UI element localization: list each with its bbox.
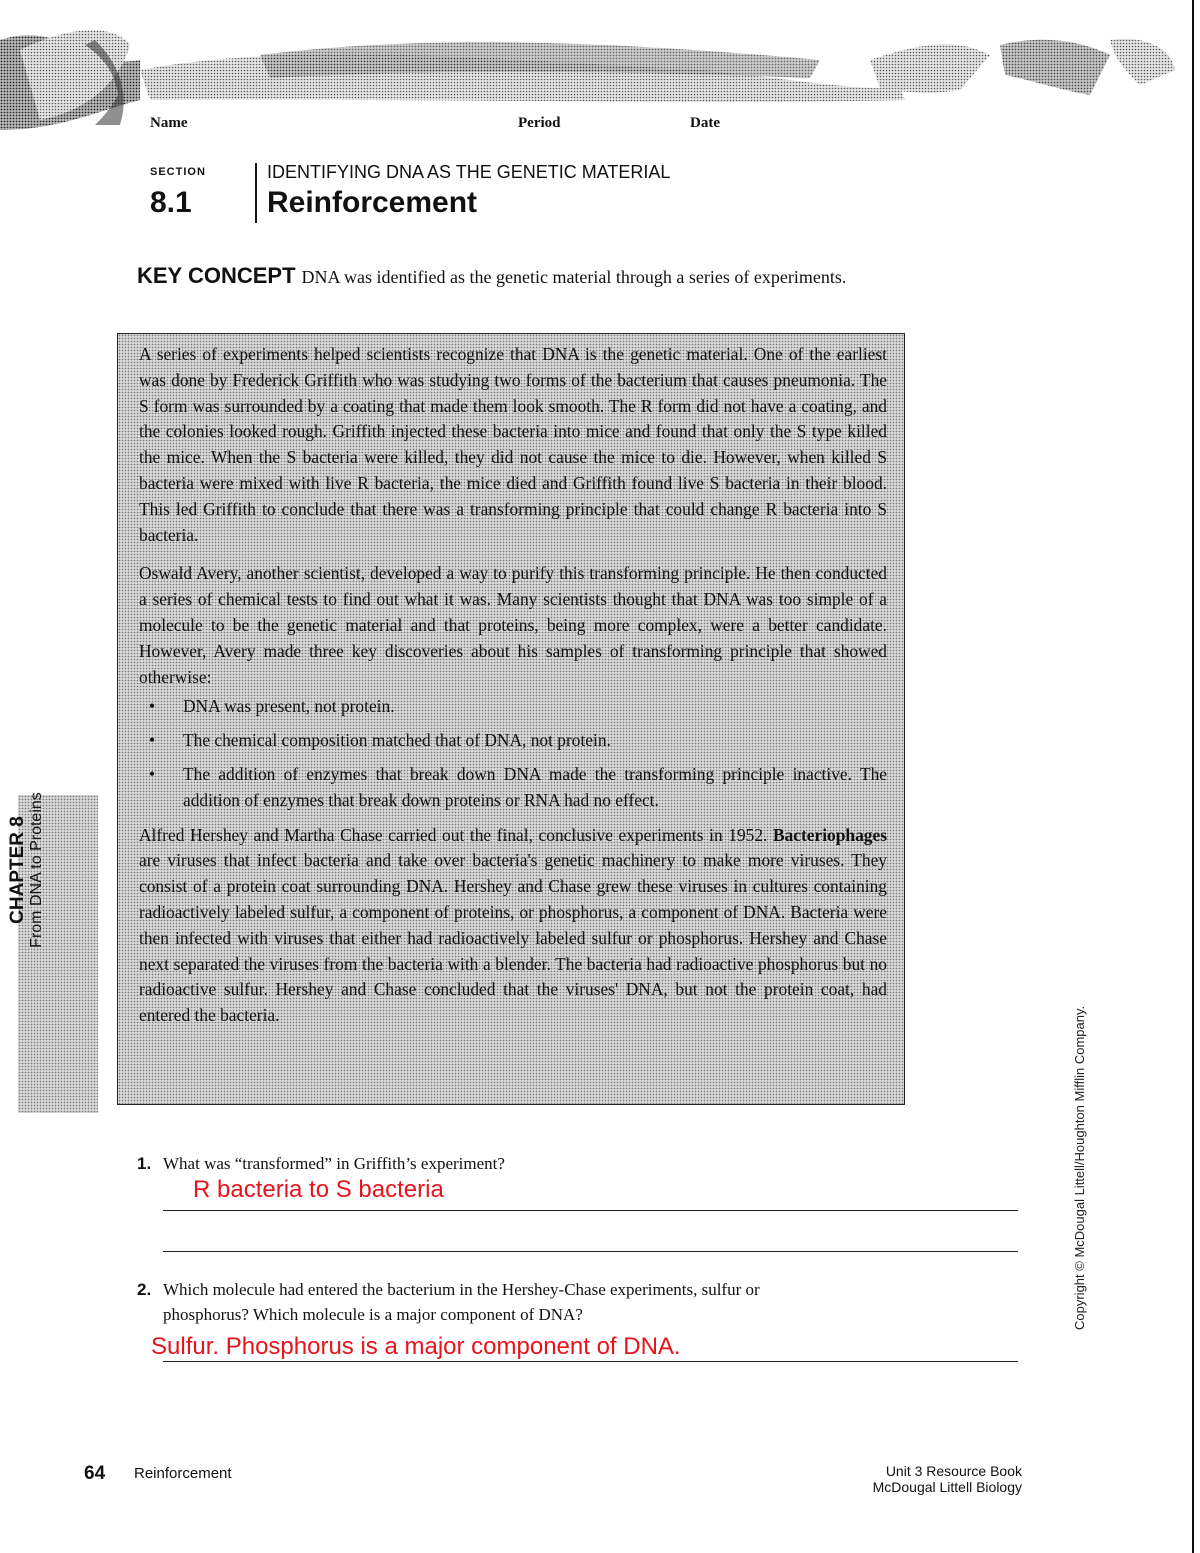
paragraph-griffith: A series of experiments helped scientists recognize that DNA is the genetic material. One of the earliest was done by Frederick Griffith who was studying two forms of the bacterium that causes pneumonia. The S form was surrounded by a coating that made them look smooth. The R form did not have a coating, and the colonies looked rough. Griffith injected these bacteria into mice and found that only the S type killed the mice. When the S bacteria were killed, they did not cause the mice to die. However, when killed S bacteria were mixed with live R bacteria, the mice died and Griffith found live S bacteria in their blood. This led Griffith to conclude that there was a transforming principle that could change R bacteria into S bacteria. (139, 344, 887, 545)
section-subtitle: IDENTIFYING DNA AS THE GENETIC MATERIAL (267, 162, 671, 182)
reading-passage-text (139, 342, 887, 1042)
footer-book-info (820, 1463, 1022, 1495)
copyright-notice: Copyright © McDougal Littell/Houghton Mifflin Company. (1072, 1005, 1087, 1330)
question-text-line-1: Which molecule had entered the bacterium in the Hershey-Chase experiments, sulfur or (163, 1280, 760, 1299)
period-label: Period (518, 115, 561, 131)
paragraph-avery: Oswald Avery, another scientist, developed a way to purify this transforming principle. He then conducted a series of chemical tests to find out what it was. Many scientists thought that DNA was too simple of a molecule to be the genetic material and that proteins, being more complex, were a better candidate. However, Avery made three key discoveries about his samples of transforming principle that showed otherwise: (139, 563, 887, 687)
paragraph-hershey-chase (139, 823, 887, 1029)
answer-line (163, 1251, 1018, 1252)
section-label: SECTION (150, 166, 206, 178)
key-concept (137, 263, 897, 290)
question-2 (137, 1277, 917, 1327)
chapter-tab-text (8, 720, 46, 1020)
question-1 (137, 1151, 917, 1176)
question-text: What was “transformed” in Griffith’s experiment? (163, 1154, 505, 1173)
list-item: • DNA was present, not protein. (139, 694, 887, 720)
footer-publisher: McDougal Littell Biology (872, 1479, 1022, 1495)
list-item: • The addition of enzymes that break down DNA made the transforming principle inactive. The addition of enzymes that break down proteins or RNA had no effect. (139, 762, 887, 814)
key-concept-label: KEY CONCEPT (137, 263, 296, 288)
footer-section-label: Reinforcement (134, 1465, 232, 1482)
hershey-chase-intro: Alfred Hershey and Martha Chase carried out the final, conclusive experiments in 1952. (139, 824, 768, 845)
question-text-line-2: phosphorus? Which molecule is a major component of DNA? (163, 1305, 583, 1324)
key-concept-text: DNA was identified as the genetic material through a series of experiments. (301, 267, 847, 287)
section-number: 8.1 (150, 186, 192, 219)
answer-1[interactable]: R bacteria to S bacteria (193, 1176, 444, 1203)
name-label: Name (150, 115, 188, 131)
question-number: 2. (137, 1280, 152, 1299)
chapter-number: CHAPTER 8 (7, 816, 28, 924)
answer-2[interactable]: Sulfur. Phosphorus is a major component of DNA. (151, 1333, 681, 1360)
term-bacteriophages: Bacteriophages (772, 824, 887, 845)
answer-line (163, 1361, 1018, 1362)
hershey-chase-body: are viruses that infect bacteria and take over bacteria's genetic machinery to make more viruses. They consist of a protein coat surrounding DNA. Hershey and Chase grew these viruses in cultures containing radioactively labeled sulfur, a component of proteins, or phosphorus, a component of DNA. Bacteria were then infected with viruses that either had radioactively labeled sulfur or phosphorus. Hershey and Chase next separated the viruses from the bacteria with a blender. The bacteria had radioactive phosphorus but no radioactive sulfur. Hershey and Chase concluded that the viruses' DNA, but not the protein coat, had entered the bacteria. (139, 850, 887, 1026)
section-divider (255, 163, 257, 223)
avery-discoveries-list (139, 694, 887, 813)
date-label: Date (690, 115, 720, 131)
list-item: • The chemical composition matched that of DNA, not protein. (139, 728, 887, 754)
question-number: 1. (137, 1154, 152, 1173)
footer-resource-book: Unit 3 Resource Book (885, 1463, 1022, 1479)
header-banner-image (0, 0, 1200, 130)
chapter-title: From DNA to Proteins (28, 792, 45, 948)
page-title: Reinforcement (267, 186, 478, 219)
page-number: 64 (84, 1463, 106, 1484)
page-edge (1192, 0, 1194, 1553)
answer-line (163, 1210, 1018, 1211)
